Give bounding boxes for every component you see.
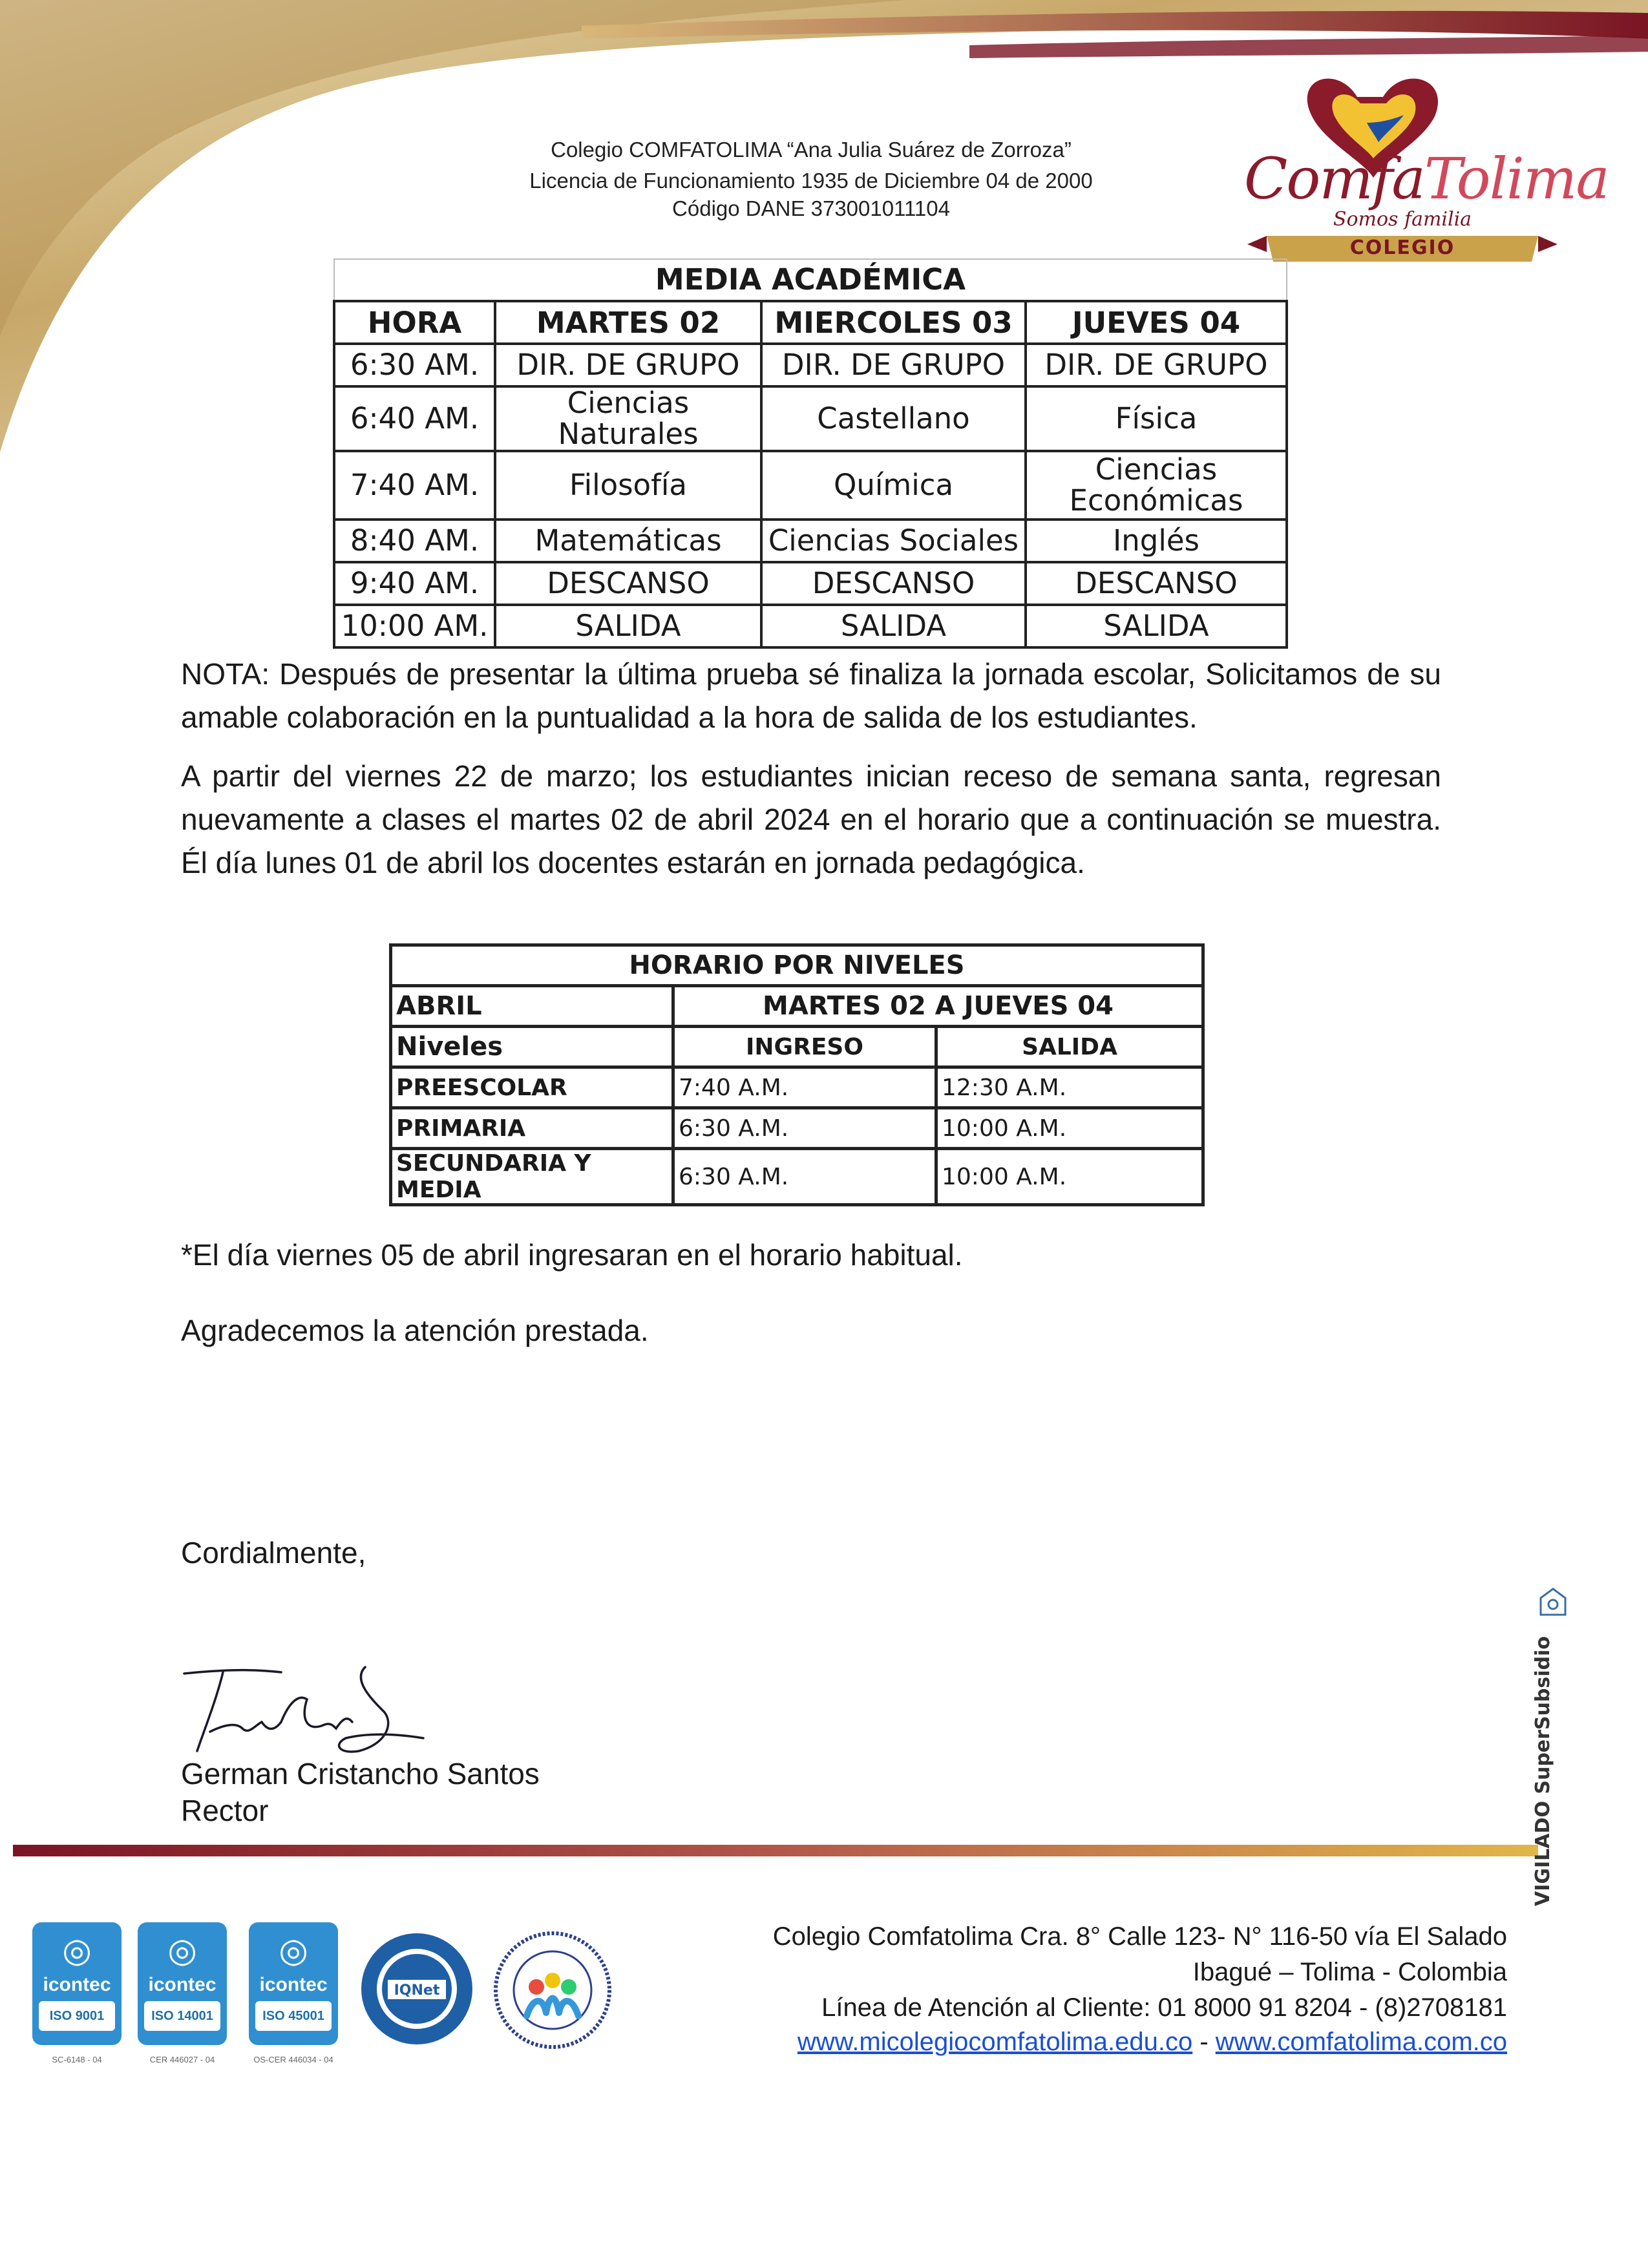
- cell: DIR. DE GRUPO: [761, 344, 1026, 386]
- cell: DESCANSO: [761, 562, 1026, 605]
- license-line: Licencia de Funcionamiento 1935 de Diciembre 04 de 2000: [529, 169, 1093, 193]
- logo-ribbon: COLEGIO: [1349, 236, 1455, 259]
- aviso-viernes: *El día viernes 05 de abril ingresaran en el horario habitual.: [181, 1238, 963, 1272]
- level-cell: PRIMARIA: [391, 1108, 673, 1149]
- handwritten-signature: [178, 1661, 436, 1764]
- col-hora: HORA: [334, 301, 495, 344]
- icontec-icon: ◎: [62, 1932, 92, 1969]
- cert-brand: icontec: [43, 1974, 111, 1995]
- supersubsidio-icon: [1537, 1586, 1569, 1619]
- cell: Ciencias Sociales: [761, 520, 1026, 562]
- range-cell: MARTES 02 A JUEVES 04: [673, 986, 1203, 1027]
- logo-wordmark: [1244, 145, 1609, 212]
- receso-paragraph: A partir del viernes 22 de marzo; los estudiantes inician receso de semana santa, regresan nuevamente a clases el martes 02 de abril 2024 en el horario que a continuación se muestra. Él día lunes 01 de abril los docentes estarán en jornada pedagógica.: [181, 759, 1441, 879]
- cell: 10:00 AM.: [334, 605, 495, 647]
- table-row: [391, 1149, 1203, 1205]
- cell: 7:40 AM.: [334, 451, 495, 520]
- cell: Matemáticas: [495, 520, 761, 562]
- signer-name: German Cristancho Santos: [181, 1757, 540, 1790]
- iqnet-label: IQNet: [394, 1982, 440, 1999]
- cert-code: OS-CER 446034 - 04: [253, 2055, 333, 2064]
- footer-band: [13, 1845, 1538, 1856]
- media-academica-table: [333, 258, 1288, 649]
- cert-brand: icontec: [259, 1974, 328, 1995]
- logo-wordmark-right: Tolima: [1424, 145, 1609, 212]
- cell: SALIDA: [495, 605, 761, 647]
- icontec-iso45001-badge: [249, 1922, 338, 2045]
- cell: 6:30 AM.: [334, 344, 495, 386]
- cell: Química: [761, 451, 1026, 520]
- salida-header: SALIDA: [936, 1027, 1203, 1067]
- footer-city: Ibagué – Tolima - Colombia: [1192, 1958, 1507, 1986]
- month-cell: ABRIL: [391, 986, 673, 1027]
- horario-niveles-table: [389, 943, 1205, 1206]
- logo-wordmark-left: Comfa: [1244, 145, 1424, 212]
- col-martes: MARTES 02: [495, 301, 761, 344]
- salida-cell: 12:30 A.M.: [936, 1067, 1203, 1108]
- col-miercoles: MIERCOLES 03: [761, 301, 1026, 344]
- website-separator: -: [1192, 2028, 1216, 2056]
- table-header-row: [334, 301, 1287, 344]
- icontec-iso9001-badge: [32, 1922, 121, 2045]
- school-name: Colegio COMFATOLIMA “Ana Julia Suárez de Zorroza”: [551, 138, 1072, 162]
- footer-phone: Línea de Atención al Cliente: 01 8000 91 8204 - (8)2708181: [821, 1993, 1507, 2022]
- cell: DESCANSO: [495, 562, 761, 605]
- icontec-icon: ◎: [167, 1932, 197, 1969]
- cert-brand: icontec: [148, 1974, 217, 1995]
- cell: Filosofía: [495, 451, 761, 520]
- table-row: [334, 562, 1287, 605]
- table-row: [391, 1108, 1203, 1149]
- dane-code: Código DANE 373001011104: [672, 196, 950, 220]
- iqnet-certified-seal: [359, 1931, 475, 2047]
- cell: SALIDA: [761, 605, 1026, 647]
- table-row: [334, 520, 1287, 562]
- table-caption: HORARIO POR NIVELES: [391, 945, 1203, 986]
- table-row: [334, 605, 1287, 647]
- level-cell: PREESCOLAR: [391, 1067, 673, 1108]
- table-row: [334, 344, 1287, 386]
- no-discrimination-seal: [491, 1929, 614, 2052]
- logo-tagline: Somos familia: [1333, 208, 1472, 231]
- footer-address: Colegio Comfatolima Cra. 8° Calle 123- N° 116-50 vía El Salado: [772, 1922, 1507, 1951]
- salida-cell: 10:00 A.M.: [936, 1149, 1203, 1205]
- cert-code: SC-6148 - 04: [52, 2055, 102, 2064]
- vigilado-supersubsidio: VIGILADO SuperSubsidio: [1532, 1636, 1554, 1906]
- cert-iso: ISO 45001: [255, 2001, 332, 2031]
- cell: Física: [1026, 386, 1287, 451]
- cell: Ciencias Económicas: [1026, 451, 1287, 520]
- nota-paragraph: NOTA: Después de presentar la última prueba sé finaliza la jornada escolar, Solicitamos de su amable colaboración en la puntualidad a la hora de salida de los estudiantes.: [181, 657, 1441, 734]
- col-jueves: JUEVES 04: [1026, 301, 1287, 344]
- website-link-comfatolima[interactable]: www.comfatolima.com.co: [1215, 2028, 1507, 2056]
- footer-websites: [798, 2028, 1507, 2057]
- cell: Castellano: [761, 386, 1026, 451]
- cert-code: CER 446027 - 04: [149, 2055, 215, 2064]
- ingreso-cell: 6:30 A.M.: [673, 1108, 936, 1149]
- closing: Cordialmente,: [181, 1536, 366, 1570]
- agradecimiento: Agradecemos la atención prestada.: [181, 1314, 649, 1347]
- cell: Ciencias Naturales: [495, 386, 761, 451]
- cell: DESCANSO: [1026, 562, 1287, 605]
- niveles-header: Niveles: [391, 1027, 673, 1067]
- website-link-colegio[interactable]: www.micolegiocomfatolima.edu.co: [797, 2028, 1193, 2056]
- icontec-iso14001-badge: [138, 1922, 227, 2045]
- level-cell: SECUNDARIA Y MEDIA: [391, 1149, 673, 1205]
- signer-title: Rector: [181, 1794, 269, 1827]
- cell: 6:40 AM.: [334, 386, 495, 451]
- cell: 9:40 AM.: [334, 562, 495, 605]
- salida-cell: 10:00 A.M.: [936, 1108, 1203, 1149]
- icontec-icon: ◎: [279, 1932, 308, 1969]
- cell: SALIDA: [1026, 605, 1287, 647]
- table-row: [334, 451, 1287, 520]
- ingreso-header: INGRESO: [673, 1027, 936, 1067]
- cell: 8:40 AM.: [334, 520, 495, 562]
- cert-iso: ISO 14001: [144, 2001, 220, 2031]
- cell: DIR. DE GRUPO: [495, 344, 761, 386]
- cell: DIR. DE GRUPO: [1026, 344, 1287, 386]
- table-row: [391, 1067, 1203, 1108]
- table-row: [334, 386, 1287, 451]
- ingreso-cell: 7:40 A.M.: [673, 1067, 936, 1108]
- cell: Inglés: [1026, 520, 1287, 562]
- ingreso-cell: 6:30 A.M.: [673, 1149, 936, 1205]
- table-caption: MEDIA ACADÉMICA: [334, 259, 1287, 301]
- cert-iso: ISO 9001: [39, 2001, 115, 2031]
